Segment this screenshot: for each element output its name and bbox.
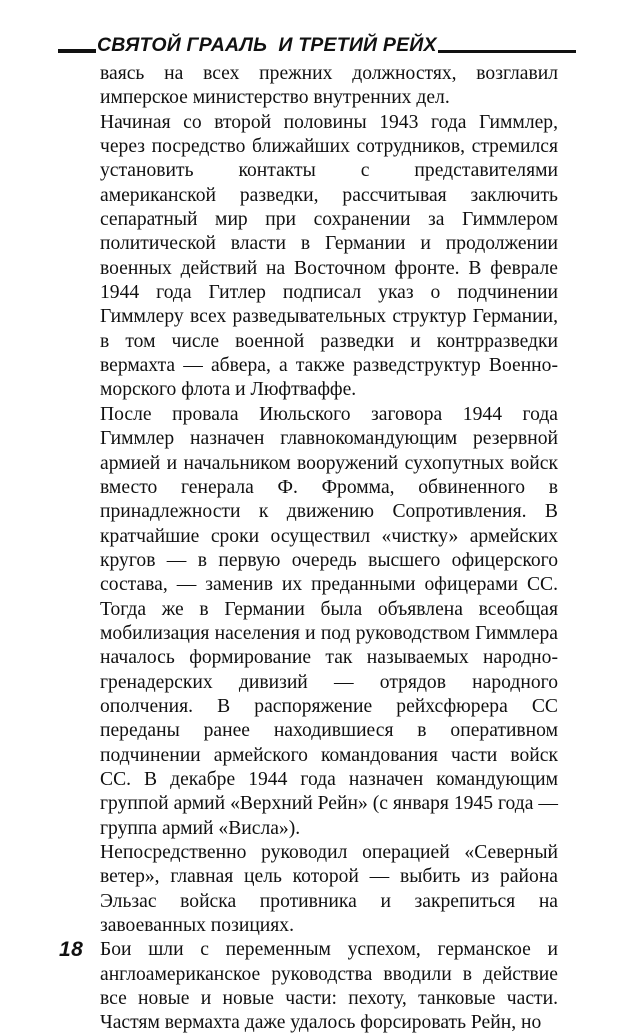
paragraph: После провала Июльского заговора 1944 года Гиммлер назначен главнокомандующим резервной армией и начальником вооружений сухопутных войск вместо генерала Ф. Фромма, обвиненного в принадлежности к движению Сопротивления. В кратчайшие сроки осуществил «чистку» армейских кругов — в первую очередь высшего офицерского состава, — заменив их преданными офицерами СС. Тогда же в Германии была объявлена всеобщая мобилизация населения и под руководством Гиммлера началось формирование так называемых народно-гренадерских дивизий — отрядов народного ополчения. В распоряжение рейхсфюрера СС переданы ранее находившиеся в оперативном подчинении армейского командования части войск СС. В декабре 1944 года назначен командующим группой армий «Верхний Рейн» (с января 1945 года — группа армий «Висла»). — [100, 403, 558, 839]
running-head-rule-left — [58, 49, 96, 53]
paragraph: ваясь на всех прежних должностях, возглавил имперское министерство внутренних дел. — [100, 63, 558, 109]
paragraph: Начиная со второй половины 1943 года Гиммлер, через посредство ближайших сотрудников, стремился установить контакты с представителями американской разведки, рассчитывая заключить сепаратный мир при сохранении за Гиммлером политической власти в Германии и продолжении военных действий на Восточном фронте. В феврале 1944 года Гитлер подписал указ о подчинении Гиммлеру всех разведывательных структур Германии, в том числе военной разведки и контрразведки вермахта — абвера, а также разведструктур Военно-морского флота и Люфтваффе. — [100, 111, 558, 401]
paragraph: Бои шли с переменным успехом, германское и англоамериканское руководства вводили в действие все новые и новые части: пехоту, танковые части. Частям вермахта даже удалось форсировать Рейн, но — [100, 939, 558, 1034]
running-head-title: СВЯТОЙ ГРААЛЬ И ТРЕТИЙ РЕЙХ — [97, 34, 437, 56]
paragraph: Непосредственно руководил операцией «Северный ветер», главная цель которой — выбить из района Эльзас войска противника и закрепиться на завоеванных позициях. — [100, 842, 558, 937]
page-number: 18 — [59, 938, 84, 961]
body-text-column — [100, 62, 558, 1036]
running-head — [0, 26, 636, 56]
running-head-rule-right — [438, 50, 576, 53]
